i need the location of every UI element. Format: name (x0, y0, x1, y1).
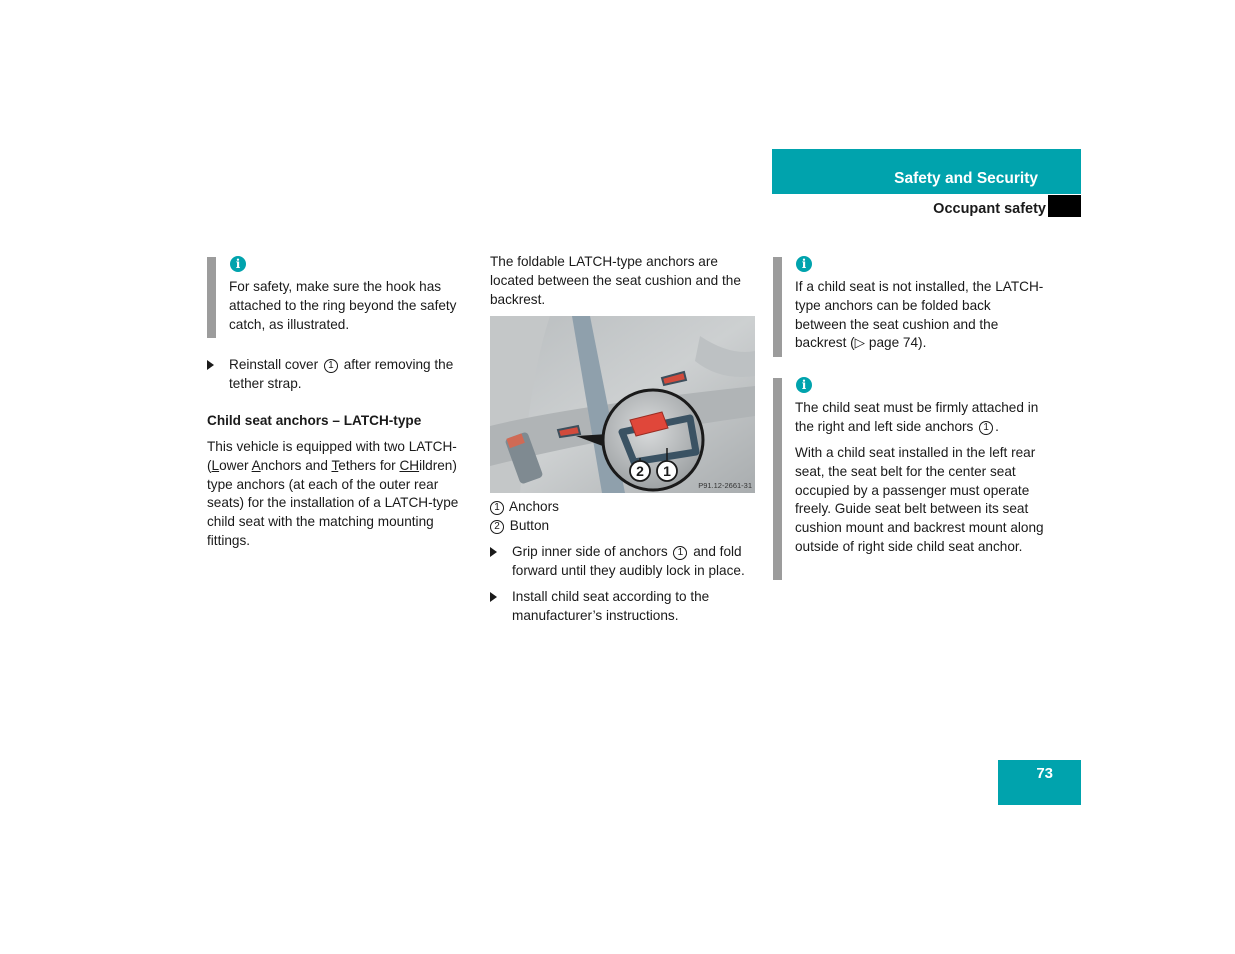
section-subtitle: Occupant safety (933, 201, 1046, 217)
step-text: Grip inner side of anchors (512, 544, 668, 559)
magnifier-circle (603, 390, 703, 490)
section-heading: Child seat anchors – LATCH-type (207, 413, 422, 428)
info-bar (773, 257, 782, 357)
step-text: Reinstall cover (229, 357, 319, 372)
info-icon: i (796, 256, 812, 272)
info-bar (773, 378, 782, 580)
legend-item (490, 517, 755, 536)
legend-item (490, 498, 755, 517)
step-text: Install child seat according to the manufacturer’s instructions. (512, 589, 710, 623)
info-note: For safety, make sure the hook has attached to the ring beyond the safety catch, as illustrated. (229, 279, 457, 332)
callout-number: 1 (673, 546, 687, 560)
info-note (795, 399, 1045, 437)
text: nchors and (260, 457, 332, 473)
latch-anchor-illustration (490, 316, 755, 493)
underlined-letter: CH (399, 457, 420, 473)
info-note: With a child seat installed in the left rear seat, the seat belt for the center seat occupied by a passenger must operate freely. Guide seat belt between its seat cushion mount and backrest mount along outside of right side child seat anchor. (795, 445, 1044, 554)
callout-label: 2 (636, 463, 644, 479)
underlined-letter: T (331, 457, 339, 473)
info-bar (207, 257, 216, 338)
note-text: . (995, 418, 999, 434)
info-note: If a child seat is not installed, the LATCH-type anchors can be folded back between the seat cushion and the backrest (▷ page 74). (795, 279, 1044, 351)
step-text: after removing the tether strap. (229, 357, 454, 391)
note-text: The child seat must be firmly attached in the right and left side anchors (795, 400, 1039, 434)
page-number-box (998, 760, 1081, 805)
text: ildren) type anchors (at each of the outer rear seats) for the installation of a LATCH-type child seat with the matching mounting fittings. (207, 457, 459, 548)
instruction-step (490, 543, 758, 581)
callout-label: 1 (663, 463, 671, 479)
callout-number: 2 (490, 520, 504, 534)
intro-paragraph: The foldable LATCH-type anchors are located between the seat cushion and the backrest. (490, 254, 741, 307)
info-icon: i (796, 377, 812, 393)
underlined-letter: L (211, 457, 220, 473)
legend-list (490, 498, 755, 536)
instruction-step (490, 588, 758, 626)
callout-number: 1 (490, 501, 504, 515)
header-bar (772, 149, 1081, 194)
triangle-bullet-icon (490, 547, 497, 557)
callout-number: 1 (979, 421, 993, 435)
triangle-bullet-icon (207, 360, 214, 370)
instruction-step (207, 356, 472, 394)
illustration-svg (490, 316, 755, 493)
text: ethers for (338, 457, 400, 473)
step-text: and fold forward until they audibly lock in place. (512, 544, 745, 578)
triangle-bullet-icon (490, 592, 497, 602)
underlined-letter: A (251, 457, 261, 473)
section-title: Safety and Security (894, 170, 1038, 187)
legend-label: Button (509, 517, 550, 533)
text: This vehicle is equipped with two LATCH-( (207, 439, 457, 473)
legend-label: Anchors (509, 499, 559, 514)
body-paragraph (207, 438, 472, 551)
page-number: 73 (1036, 765, 1053, 782)
text: ower (219, 457, 252, 473)
callout-number: 1 (324, 359, 338, 373)
header-marker (1048, 195, 1081, 217)
image-code: P91.12-2661-31 (698, 481, 752, 490)
info-icon: i (230, 256, 246, 272)
